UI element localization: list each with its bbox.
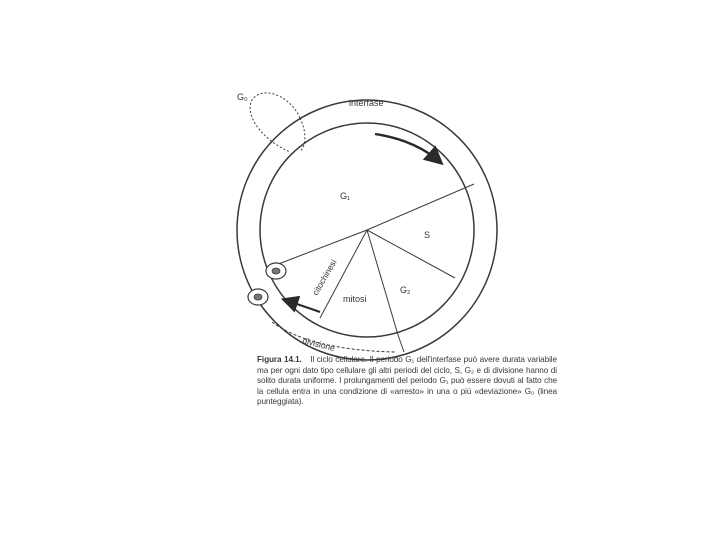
daughter-cell-upper bbox=[266, 263, 286, 279]
interphase-arrow bbox=[375, 134, 440, 162]
g2-label: G₂ bbox=[400, 285, 411, 295]
s-g2-divider bbox=[367, 230, 455, 278]
g0-loop bbox=[250, 93, 300, 152]
g0-label: G₀ bbox=[237, 92, 248, 102]
figure-label: Figura 14.1. bbox=[257, 355, 302, 364]
division-label: divisione bbox=[301, 335, 337, 353]
division-tick bbox=[398, 335, 404, 352]
daughter-cell-lower bbox=[248, 289, 268, 305]
interphase-label: interfase bbox=[349, 98, 384, 108]
division-arrow bbox=[285, 300, 320, 312]
cytokinesis-g1-divider bbox=[268, 230, 367, 268]
caption-text: Il ciclo cellulare. Il periodo G₁ dell'interfase può avere durata variabile ma per ogni dato tipo cellulare gli altri periodi del ciclo, S, G₂ e di divisione hanno di solito durata uniforme. I prolungamenti del periodo G₁ può essere dovuti al fatto che la cellula entra in una condizione di «arresto» in una o più «deviazione» G₀ (linea punteggiata). bbox=[257, 355, 557, 407]
g1-s-divider bbox=[367, 184, 474, 230]
mitosis-label: mitosi bbox=[343, 294, 367, 304]
s-label: S bbox=[424, 230, 431, 240]
cytokinesis-label: citochinesi bbox=[310, 257, 339, 297]
figure-caption bbox=[257, 355, 557, 408]
g2-mitosis-divider bbox=[367, 230, 398, 335]
g1-label: G₁ bbox=[340, 191, 351, 201]
